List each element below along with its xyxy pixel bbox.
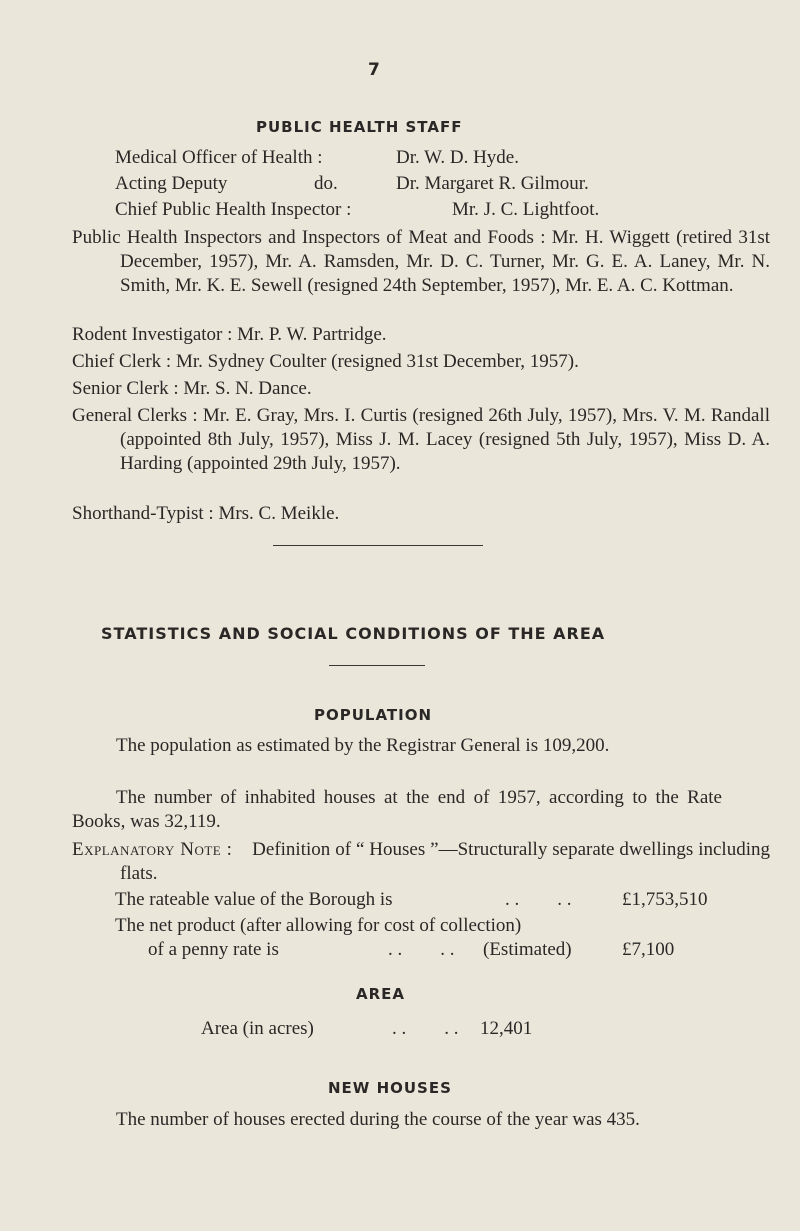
rateable-dots: . . . . bbox=[505, 889, 572, 910]
rateable-label: The rateable value of the Borough is bbox=[115, 889, 393, 910]
penny-rate-qualifier: (Estimated) bbox=[483, 939, 572, 960]
penny-rate-label: of a penny rate is bbox=[148, 939, 279, 960]
penny-rate-value: £7,100 bbox=[622, 939, 675, 960]
shorthand-typist: Shorthand-Typist : Mrs. C. Meikle. bbox=[72, 503, 340, 524]
senior-clerk: Senior Clerk : Mr. S. N. Dance. bbox=[72, 378, 312, 399]
new-houses-heading: NEW HOUSES bbox=[328, 1079, 452, 1097]
staff-row-value: Dr. Margaret R. Gilmour. bbox=[396, 173, 589, 194]
statistics-heading: STATISTICS AND SOCIAL CONDITIONS OF THE AREA bbox=[101, 624, 606, 643]
area-dots: . . . . bbox=[392, 1018, 459, 1039]
note-text: Definition of “ Houses ”—Structurally separate dwellings including flats. bbox=[120, 839, 770, 884]
rateable-value: £1,753,510 bbox=[622, 889, 708, 910]
area-value: 12,401 bbox=[480, 1018, 533, 1039]
inspectors-paragraph: Public Health Inspectors and Inspectors of Meat and Foods : Mr. H. Wiggett (retired 31st December, 1957), Mr. A. Ramsden, Mr. D. C. Turner, Mr. G. E. A. Laney, Mr. N. Smith, Mr. K. E. Sewell (resigned 24th September, 1957), Mr. E. A. C. Kottman. bbox=[72, 227, 770, 296]
rodent-investigator: Rodent Investigator : Mr. P. W. Partridge. bbox=[72, 324, 387, 345]
staff-row-mid: do. bbox=[314, 173, 338, 194]
general-clerks-paragraph: General Clerks : Mr. E. Gray, Mrs. I. Curtis (resigned 26th July, 1957), Mrs. V. M. Randall (appointed 8th July, 1957), Miss J. M. Lacey (resigned 5th July, 1957), Miss D. A. Harding (appointed 29th July, 1957). bbox=[72, 405, 770, 474]
inhabited-houses: The number of inhabited houses at the end of 1957, according to the Rate Books, was 32,119. bbox=[72, 787, 722, 832]
chief-clerk: Chief Clerk : Mr. Sydney Coulter (resigned 31st December, 1957). bbox=[72, 351, 579, 372]
staff-row-label: Medical Officer of Health : bbox=[115, 147, 323, 168]
staff-row-value: Mr. J. C. Lightfoot. bbox=[452, 199, 600, 220]
population-heading: POPULATION bbox=[314, 706, 433, 724]
explanatory-note bbox=[72, 838, 770, 886]
new-houses-text: The number of houses erected during the course of the year was 435. bbox=[116, 1109, 640, 1130]
short-divider bbox=[329, 665, 425, 666]
penny-rate-line1: The net product (after allowing for cost of collection) bbox=[115, 915, 522, 936]
area-heading: AREA bbox=[356, 985, 406, 1003]
population-estimate: The population as estimated by the Registrar General is 109,200. bbox=[116, 735, 610, 756]
staff-row-label: Acting Deputy bbox=[115, 173, 228, 194]
staff-row-label: Chief Public Health Inspector : bbox=[115, 199, 352, 220]
section-divider bbox=[273, 545, 483, 546]
staff-row-value: Dr. W. D. Hyde. bbox=[396, 147, 519, 168]
staff-heading: PUBLIC HEALTH STAFF bbox=[256, 118, 463, 136]
area-label: Area (in acres) bbox=[201, 1018, 314, 1039]
penny-rate-dots: . . . . bbox=[388, 939, 455, 960]
page-number: 7 bbox=[368, 60, 380, 80]
note-label: Explanatory Note : bbox=[72, 839, 233, 860]
